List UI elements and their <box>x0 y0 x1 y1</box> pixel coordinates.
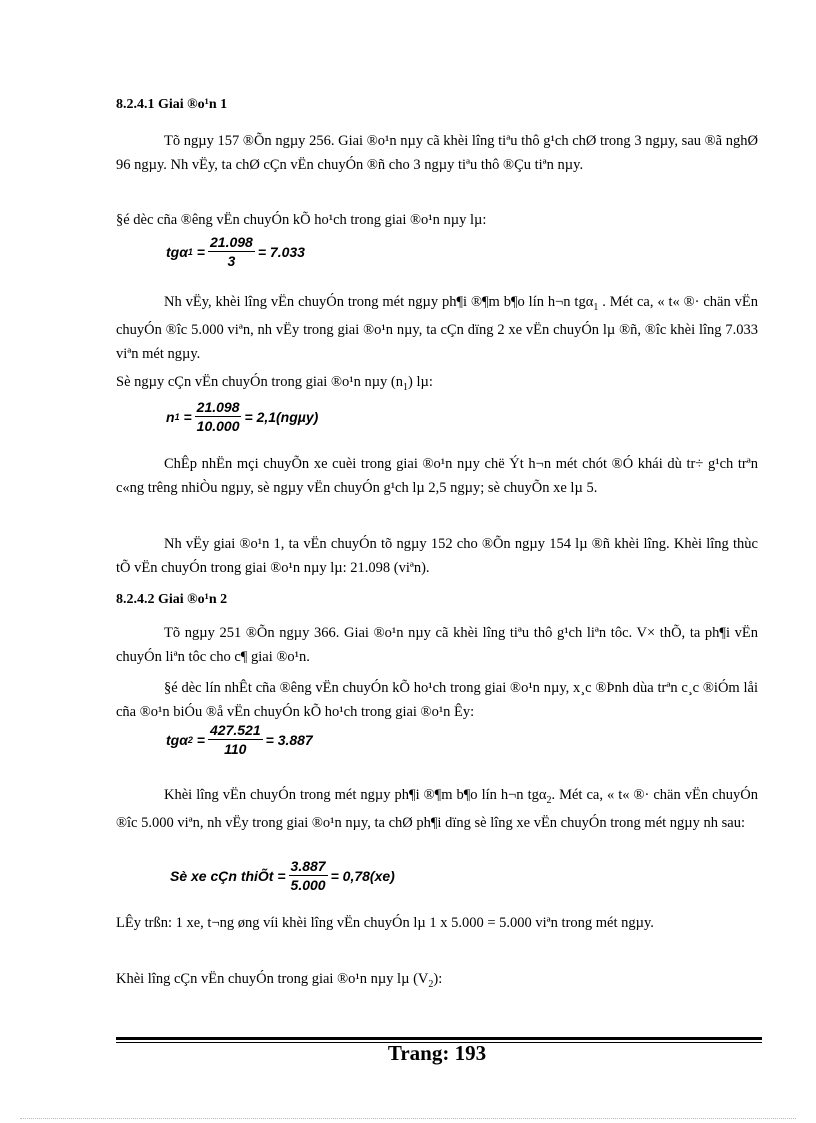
section-heading-1: 8.2.4.1 Giai ®o¹n 1 <box>116 97 228 112</box>
fraction <box>289 858 328 893</box>
paragraph: Sè ngµy cÇn vËn chuyÓn trong giai ®o¹n nµy $(n_1)$ lµ: <box>116 374 433 393</box>
paragraph: Khèi lîng vËn chuyÓn trong mét ngµy ph¶i ®¶m b¶o lín h¬n tgα$_2$. Mét ca, « t« ®· chän vËn chuyÓn ®îc 5.000 viªn, nh vËy trong giai ®o¹n nµy, ta chØ ph¶i dïng sè lîng xe vËn chuyÓn trong mét ngµy nh sau: <box>116 787 758 832</box>
numerator: 21.098 <box>196 399 240 415</box>
formula-lhs: Sè xe cÇn thiÕt <box>170 867 274 884</box>
paragraph: Nh vËy, khèi lîng vËn chuyÓn trong mét ngµy ph¶i ®¶m b¶o lín h¬n tgα$_1$ . Mét ca, « t« ®· chän vËn chuyÓn ®îc 5.000 viªn, nh vËy trong giai ®o¹n nµy, ta cÇn dïng 2 xe vËn chuyÓn lµ ®ñ, ®îc khèi lîng 7.033 viªn mét ngµy. <box>116 294 758 362</box>
fraction <box>208 234 255 269</box>
paragraph: Nh vËy giai ®o¹n 1, ta vËn chuyÓn tõ ngµy 152 cho ®Õn ngµy 154 lµ ®ñ khèi lîng. Khèi lîng thùc tÕ vËn chuyÓn trong giai ®o¹n nµy lµ: 21.098 (viªn). <box>116 536 758 576</box>
fraction <box>195 399 242 434</box>
formula-result: 7.033 <box>269 243 305 260</box>
numerator: 427.521 <box>210 722 261 738</box>
formula-days-1: n 1 = $\frac{21.098}{10.000}$ = 2,1(ngµy) <box>166 399 319 434</box>
formula-lhs: tgα <box>166 243 188 260</box>
paragraph: Khèi lîng cÇn vËn chuyÓn trong giai ®o¹n nµy lµ $(V_2)$: <box>116 971 443 990</box>
formula-lhs: n <box>166 408 175 425</box>
page-number: Trang: 193 <box>387 1041 487 1065</box>
paragraph: ChÊp nhËn mçi chuyÕn xe cuèi trong giai ®o¹n nµy chë Ýt h¬n mét chót ®Ó khái dù tr÷ g¹ch trªn c«ng trêng nhiÒu ngµy, sè ngµy vËn chuyÓn g¹ch lµ 2,5 ngµy; sè chuyÕn xe lµ 5. <box>116 456 758 496</box>
paragraph: LÊy trßn: 1 xe, t¬ng øng víi khèi lîng vËn chuyÓn lµ 1 x 5.000 = 5.000 viªn trong mét ngµy. <box>116 915 654 931</box>
section-heading-2: 8.2.4.2 Giai ®o¹n 2 <box>116 592 228 607</box>
formula-result: 0,78(xe) <box>342 867 395 884</box>
paragraph: §é dèc cña ®êng vËn chuyÓn kÕ ho¹ch trong giai ®o¹n nµy lµ: <box>116 212 487 228</box>
formula-result: 3.887 <box>277 731 313 748</box>
paragraph: §é dèc lín nhÊt cña ®êng vËn chuyÓn kÕ ho¹ch trong giai ®o¹n nµy, x¸c ®Þnh dùa trªn c¸c ®iÓm låi cña ®o¹n biÓu ®å vËn chuyÓn kÕ ho¹ch trong giai ®o¹n Êy: <box>116 680 758 720</box>
formula-vehicles: Sè xe cÇn thiÕt = $\frac{3.887}{5.000}$ = 0,78(xe) <box>170 858 395 893</box>
numerator: 21.098 <box>210 234 253 250</box>
paragraph: Tõ ngµy 251 ®Õn ngµy 366. Giai ®o¹n nµy cã khèi lîng tiªu thô g¹ch liªn tôc. V× thÕ, ta ph¶i vËn chuyÓn liªn tôc cho c¶ giai ®o¹n. <box>116 625 758 665</box>
formula-slope-1: tgα 1 = $\frac{21.098}{3}$ = 7.033 <box>166 234 305 269</box>
formula-lhs: tgα <box>166 731 188 748</box>
formula-result: 2,1(ngµy) <box>256 408 319 425</box>
fraction <box>208 722 263 757</box>
page-bottom-border <box>20 1118 796 1119</box>
formula-slope-2: tgα 2 = $\frac{427.521}{110}$ = 3.887 <box>166 722 313 757</box>
denominator: 3 <box>227 253 236 269</box>
formula-subscript: 2 <box>187 734 193 745</box>
formula-subscript: 1 <box>187 246 193 257</box>
numerator: 3.887 <box>290 858 326 874</box>
footer-rule <box>116 1037 762 1040</box>
denominator: 5.000 <box>290 877 326 893</box>
denominator: 110 <box>224 741 247 757</box>
denominator: 10.000 <box>196 418 240 434</box>
paragraph: Tõ ngµy 157 ®Õn ngµy 256. Giai ®o¹n nµy cã khèi lîng tiªu thô g¹ch chØ trong 3 ngµy, sau ®ã nghØ 96 ngµy. Nh vËy, ta chØ cÇn vËn chuyÓn ®ñ cho 3 ngµy tiªu thô ®Çu tiªn nµy. <box>116 133 758 173</box>
formula-subscript: 1 <box>174 411 180 422</box>
